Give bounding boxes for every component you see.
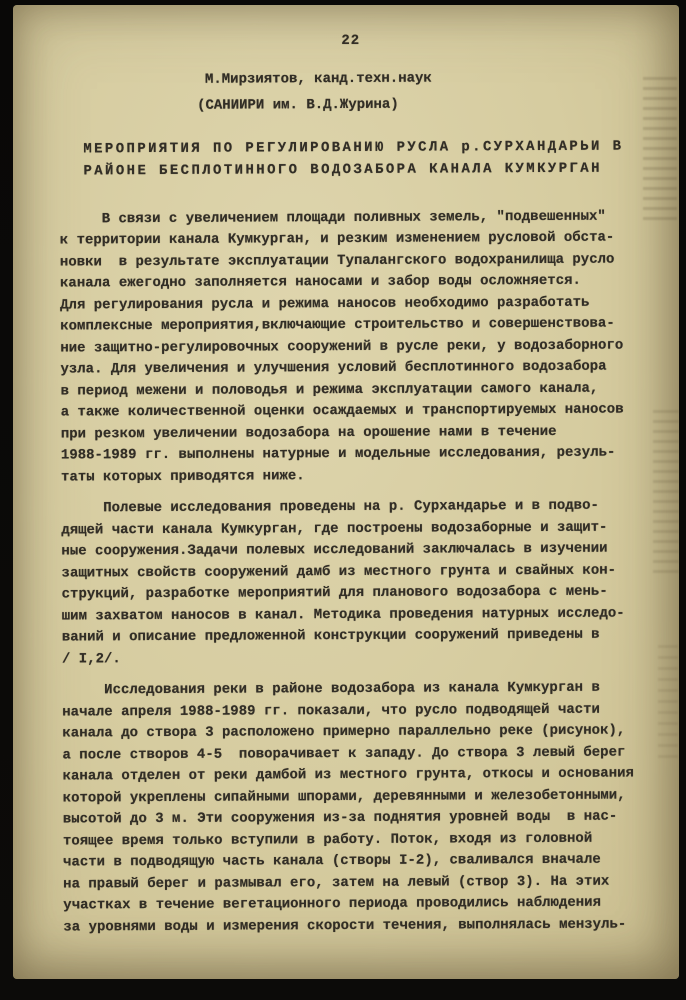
title-line-2: РАЙОНЕ БЕСПЛОТИННОГО ВОДОЗАБОРА КАНАЛА КУМКУРГАН	[83, 160, 602, 180]
article-title	[83, 135, 643, 183]
paragraph-1	[60, 206, 645, 489]
page-content	[11, 3, 682, 938]
text-line: комплексные мероприятия,включающие строительство и совершенствова-	[60, 315, 615, 335]
text-line: 1988-1989 гг. выполнены натурные и модельные исследования, резуль-	[60, 444, 616, 464]
text-line: а после створов 4-5 поворачивает к западу. До створа 3 левый берег	[62, 744, 626, 763]
text-line: канала отделен от реки дамбой из местного грунта, откосы и основания	[62, 765, 634, 785]
text-line: канала до створа 3 расположено примерно параллельно реке (рисунок),	[62, 722, 626, 742]
text-line: при резком увеличении водозабора на орошение нами в течение	[60, 423, 557, 442]
text-line: ваний и описание предложенной конструкции сооружений приведены в	[61, 626, 600, 646]
text-line: высотой до 3 м. Эти сооружения из-за поднятия уровней воды в нас-	[62, 808, 618, 828]
text-line: в период межени и половодья и режима эксплуатации самого канала,	[60, 380, 599, 399]
text-line: шим захватом наносов в канал. Методика проведения натурных исследо-	[61, 605, 625, 624]
text-line: дящей части канала Кумкурган, где построены водозаборные и защит-	[61, 519, 608, 538]
text-line: на правый берег и размывал его, затем на левый (створ 3). На этих	[63, 873, 610, 892]
text-line: тоящее время только вступили в работу. Поток, входя из головной	[62, 830, 593, 849]
paper-sheet	[13, 5, 679, 979]
text-line: узла. Для увеличения и улучшения условий бесплотинного водозабора	[60, 358, 607, 378]
text-line: струкций, разработке мероприятий для планового водозабора с мень-	[61, 583, 608, 603]
paragraph-2	[61, 495, 646, 670]
text-line: ные сооружения.Задачи полевых исследований заключалась в изучении	[61, 540, 608, 560]
text-line: Полевые исследования проведены на р. Сурхандарье и в подво-	[61, 497, 599, 517]
text-line: защитных свойств сооружений дамб из местного грунта и свайных кон-	[61, 562, 617, 581]
text-line: Исследования реки в районе водозабора из канала Кумкурган в	[62, 679, 600, 699]
text-line: ние защитно-регулировочных сооружений в русле реки, у водозаборного	[60, 337, 624, 356]
text-line: участках в течение вегетационного периода проводились наблюдения	[63, 894, 601, 914]
text-line: таты которых приводятся ниже.	[60, 467, 305, 485]
author-line: М.Мирзиятов, канд.техн.наук	[204, 70, 432, 88]
affiliation-line: (САНИИРИ им. В.Д.Журина)	[197, 96, 399, 114]
text-line: к территории канала Кумкурган, и резким изменением русловой обста-	[59, 229, 615, 249]
paragraph-3	[62, 677, 647, 938]
text-line: которой укреплены сипайными шпорами, деревянными и железобетонными,	[62, 787, 626, 806]
title-line-1: МЕРОПРИЯТИЯ ПО РЕГУЛИРОВАНИЮ РУСЛА р.СУРХАНДАРЬИ В	[83, 138, 624, 157]
text-line: части в подводящую часть канала (створы I-2), сваливался вначале	[63, 851, 601, 871]
page-number: 22	[341, 32, 361, 50]
text-line: В связи с увеличением площади поливных земель, "подвешенных"	[59, 208, 606, 227]
text-line: / I,2/.	[61, 650, 121, 667]
text-line: а также количественной оценки осаждаемых и транспортируемых наносов	[60, 401, 624, 421]
text-line: новки в результате эксплуатации Тупалангского водохранилища русло	[59, 251, 615, 270]
text-line: начале апреля 1988-1989 гг. показали, что русло подводящей части	[62, 701, 600, 720]
text-line: Для регулирования русла и режима наносов необходимо разработать	[60, 294, 590, 313]
text-line: канала ежегодно заполняется наносами и забор воды осложняется.	[59, 272, 581, 292]
text-line: за уровнями воды и измерения скорости течения, выполнялась мензуль-	[63, 916, 627, 935]
